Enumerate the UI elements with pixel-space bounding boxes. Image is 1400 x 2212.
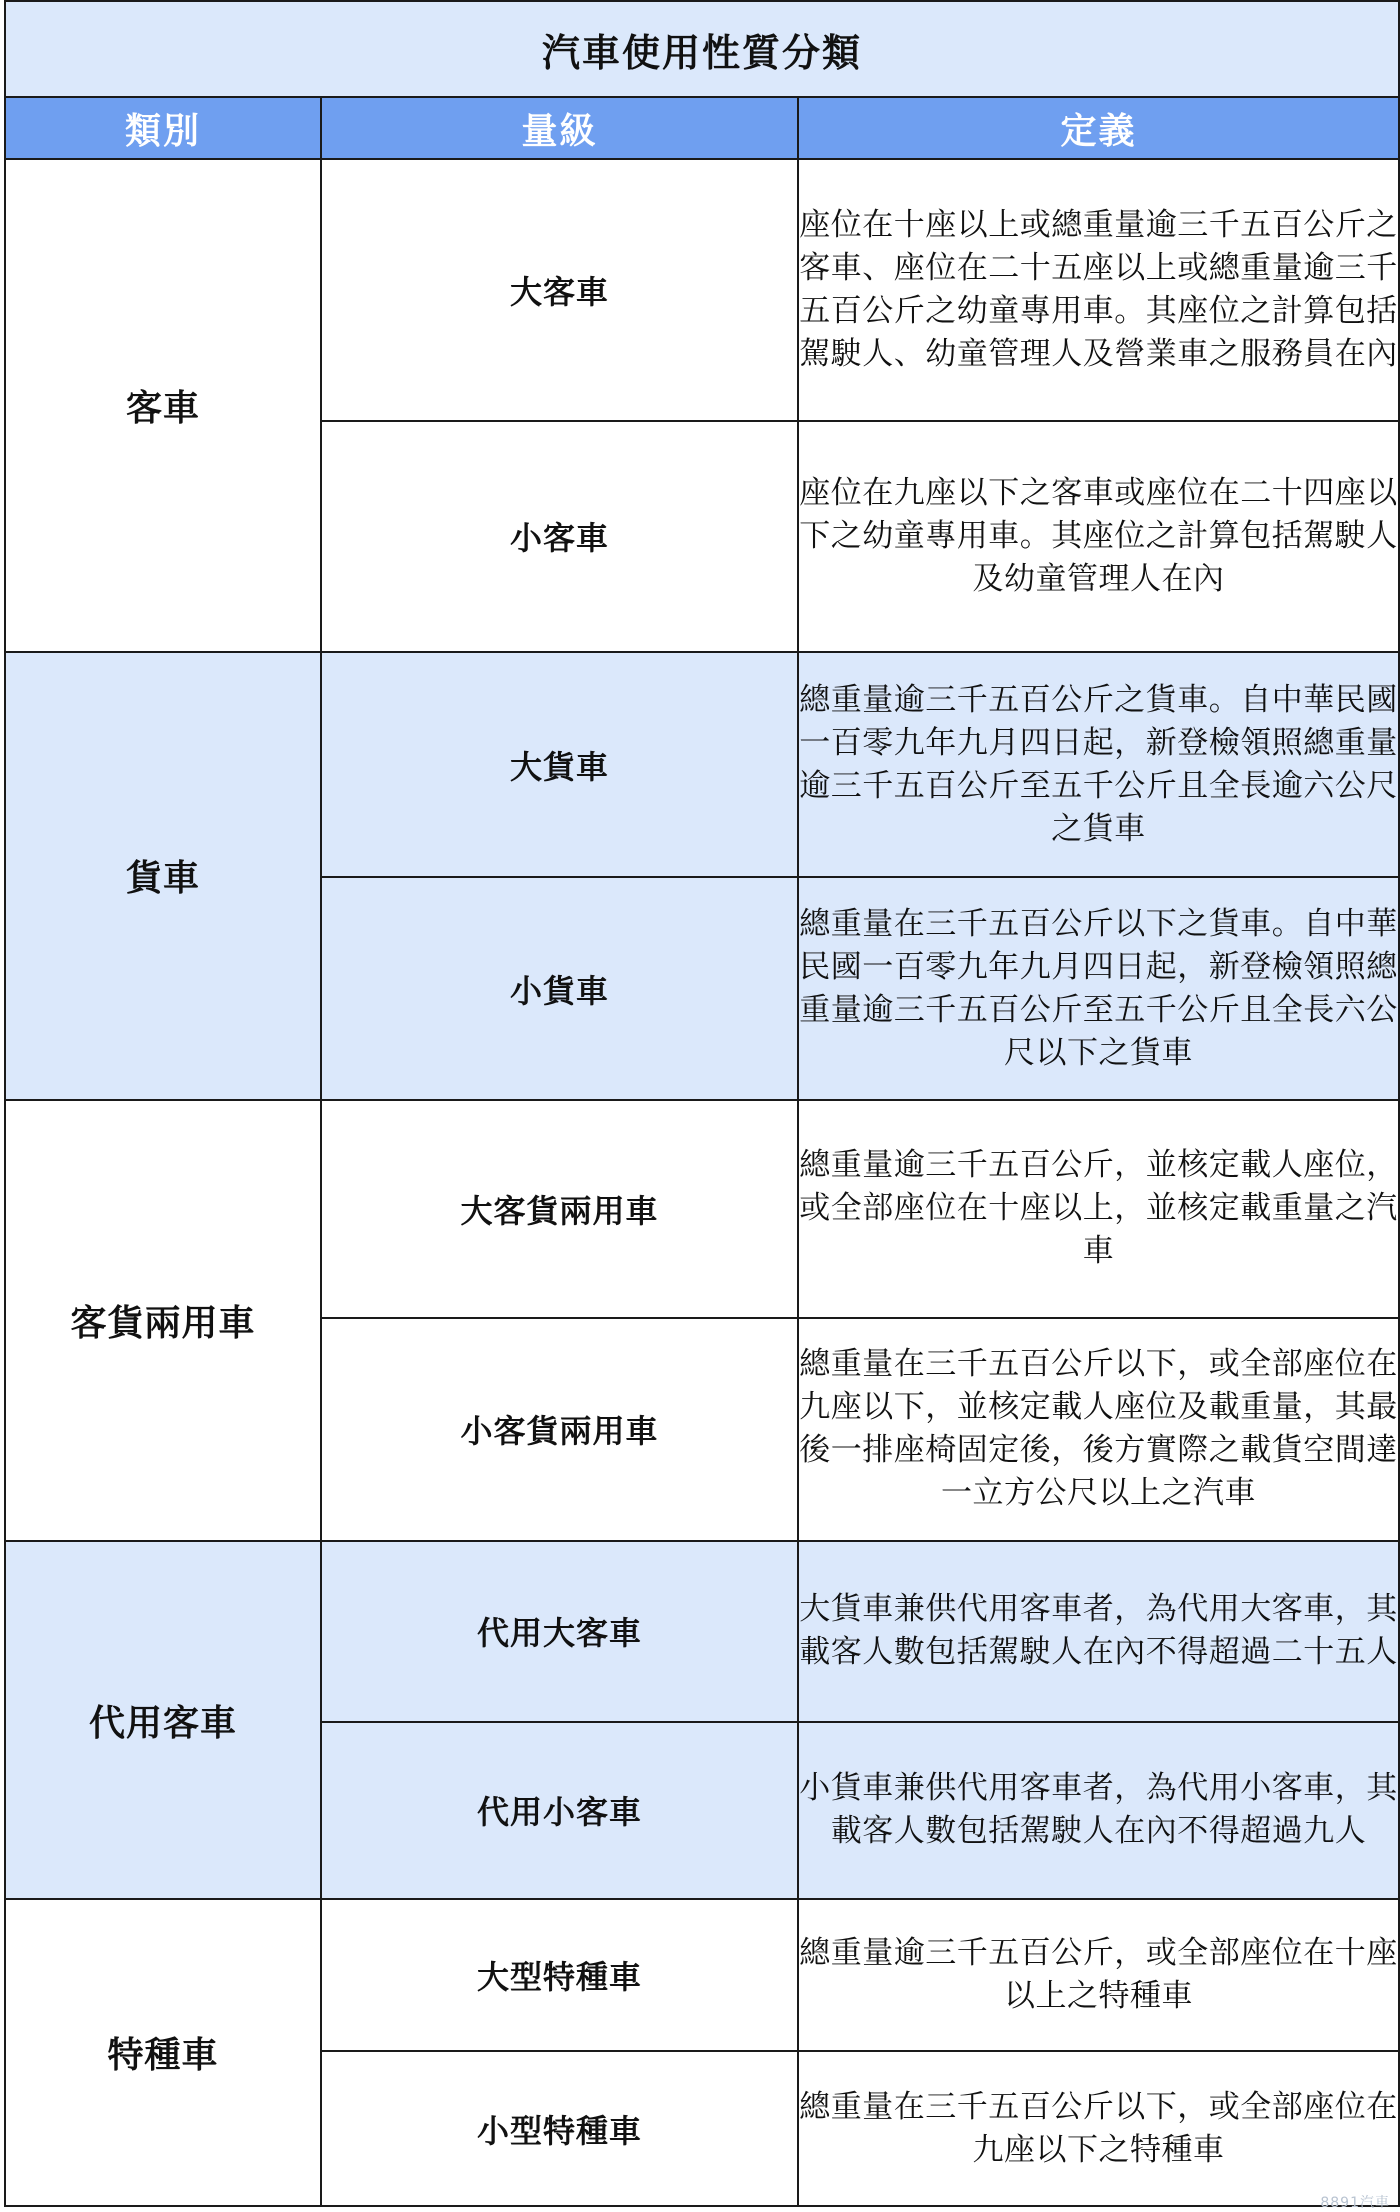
definition-cell: 總重量在三千五百公斤以下，或全部座位在九座以下，並核定載人座位及載重量，其最後一排座椅固定後，後方實際之載貨空間達一立方公尺以上之汽車 bbox=[798, 1318, 1399, 1542]
header-level: 量級 bbox=[321, 97, 798, 159]
category-substitute-passenger-car: 代用客車 bbox=[5, 1541, 321, 1899]
table-row bbox=[5, 1899, 1399, 2051]
definition-cell: 總重量逾三千五百公斤之貨車。自中華民國一百零九年九月四日起，新登檢領照總重量逾三千五百公斤至五千公斤且全長逾六公尺之貨車 bbox=[798, 652, 1399, 878]
category-special-vehicle: 特種車 bbox=[5, 1899, 321, 2206]
watermark: 8891汽車 bbox=[1320, 2195, 1390, 2211]
level-cell: 大客貨兩用車 bbox=[321, 1100, 798, 1318]
definition-cell: 總重量逾三千五百公斤，或全部座位在十座以上之特種車 bbox=[798, 1899, 1399, 2051]
title-row bbox=[5, 1, 1399, 97]
definition-cell: 小貨車兼供代用客車者，為代用小客車，其載客人數包括駕駛人在內不得超過九人 bbox=[798, 1722, 1399, 1899]
table-row bbox=[5, 1100, 1399, 1318]
level-cell: 代用小客車 bbox=[321, 1722, 798, 1899]
level-cell: 代用大客車 bbox=[321, 1541, 798, 1721]
level-cell: 小型特種車 bbox=[321, 2051, 798, 2206]
table-row bbox=[5, 159, 1399, 421]
category-truck: 貨車 bbox=[5, 652, 321, 1100]
level-cell: 大貨車 bbox=[321, 652, 798, 878]
header-category: 類別 bbox=[5, 97, 321, 159]
level-cell: 大客車 bbox=[321, 159, 798, 421]
level-cell: 大型特種車 bbox=[321, 1899, 798, 2051]
vehicle-classification-table bbox=[4, 0, 1400, 2207]
header-definition: 定義 bbox=[798, 97, 1399, 159]
table-title: 汽車使用性質分類 bbox=[5, 1, 1399, 97]
category-passenger-car: 客車 bbox=[5, 159, 321, 651]
definition-cell: 總重量逾三千五百公斤，並核定載人座位，或全部座位在十座以上，並核定載重量之汽車 bbox=[798, 1100, 1399, 1318]
category-dual-purpose-vehicle: 客貨兩用車 bbox=[5, 1100, 321, 1541]
table-row bbox=[5, 1541, 1399, 1721]
level-cell: 小客車 bbox=[321, 421, 798, 652]
definition-cell: 總重量在三千五百公斤以下，或全部座位在九座以下之特種車 bbox=[798, 2051, 1399, 2206]
definition-cell: 總重量在三千五百公斤以下之貨車。自中華民國一百零九年九月四日起，新登檢領照總重量逾三千五百公斤至五千公斤且全長六公尺以下之貨車 bbox=[798, 877, 1399, 1100]
definition-cell: 座位在十座以上或總重量逾三千五百公斤之客車、座位在二十五座以上或總重量逾三千五百公斤之幼童專用車。其座位之計算包括駕駛人、幼童管理人及營業車之服務員在內 bbox=[798, 159, 1399, 421]
definition-cell: 座位在九座以下之客車或座位在二十四座以下之幼童專用車。其座位之計算包括駕駛人及幼童管理人在內 bbox=[798, 421, 1399, 652]
table-row bbox=[5, 652, 1399, 878]
header-row bbox=[5, 97, 1399, 159]
definition-cell: 大貨車兼供代用客車者，為代用大客車，其載客人數包括駕駛人在內不得超過二十五人 bbox=[798, 1541, 1399, 1721]
level-cell: 小客貨兩用車 bbox=[321, 1318, 798, 1542]
level-cell: 小貨車 bbox=[321, 877, 798, 1100]
